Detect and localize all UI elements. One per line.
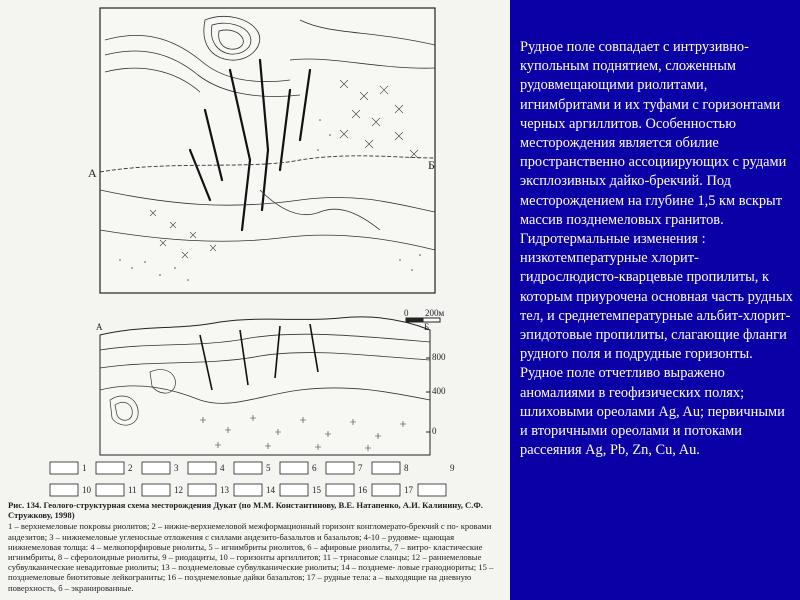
legend-boxes bbox=[50, 462, 446, 496]
scale-zero-label: 0 bbox=[404, 308, 409, 318]
legend-number-6: 6 bbox=[312, 463, 317, 473]
legend-number-11: 11 bbox=[128, 485, 137, 495]
scale-bar bbox=[406, 318, 440, 322]
legend-number-7: 7 bbox=[358, 463, 363, 473]
legend-number-3: 3 bbox=[174, 463, 179, 473]
cross-section-start-label: А bbox=[96, 322, 103, 332]
scale-length-label: 200м bbox=[425, 308, 445, 318]
legend-number-14: 14 bbox=[266, 485, 275, 495]
legend-number-15: 15 bbox=[312, 485, 321, 495]
figure-caption bbox=[8, 500, 508, 593]
legend-number-5: 5 bbox=[266, 463, 271, 473]
legend-number-12: 12 bbox=[174, 485, 183, 495]
description-panel bbox=[510, 0, 800, 600]
section-end-label: Б bbox=[428, 158, 435, 172]
legend-number-10: 10 bbox=[82, 485, 91, 495]
legend-number-13: 13 bbox=[220, 485, 229, 495]
legend-number-9: 9 bbox=[450, 463, 455, 473]
legend-number-17: 17 bbox=[404, 485, 413, 495]
legend-number-4: 4 bbox=[220, 463, 225, 473]
depth-label-400: 400 bbox=[432, 386, 446, 396]
legend-number-8: 8 bbox=[404, 463, 409, 473]
legend-number-2: 2 bbox=[128, 463, 133, 473]
legend-number-16: 16 bbox=[358, 485, 367, 495]
cross-section-end-label: Б bbox=[424, 322, 430, 332]
description-text: Рудное поле совпадает с интрузивно-купольным поднятием, сложенным рудовмещающими риолитами, игнимбритами и их туфами с горизонтами черных аргиллитов. Особенностью месторождения является обилие пространственно ассоциирующих с рудами эксплозивных дайко-брекчий. Под месторождением на глубине 1,5 км вскрыт массив позднемеловых гранитов. Гидротермальные изменения : низкотемпературные хлорит-гидрослюдисто-кварцевые пропилиты, к которым приурочена основная часть рудных тел, и среднетемпературные альбит-хлорит-эпидотовые пропилиты, слагающие фланги рудного поля и подрудные горизонты. Рудное поле отчетливо выражено аномалиями в геофизических полях; шлиховыми ореолами Ag, Au; первичными и вторичными ореолами и потоками рассеяния Ag, Pb, Zn, Cu, Au. bbox=[520, 39, 793, 459]
caption-title: Рис. 134. Геолого-структурная схема месторождения Дукат (по М.М. Константинову, В.Е. Натапенко, А.И. Калинину, С.Ф. Стружкову, 1998) bbox=[8, 500, 483, 521]
depth-label-0: 0 bbox=[432, 426, 437, 436]
section-start-label: А bbox=[88, 166, 97, 180]
caption-legend: 1 – верхнемеловые покровы риолитов; 2 – нижне-верхнемеловой межформационный горизонт конгломерато-брекчий с по- кровами андезитов; 3 – нижнемеловые угленосные отложения с силлами андезито-базальтов и базальтов; 4-10 – рудовме- щающая нижнемеловая толща: 4 – мелкопорфировые риолиты, 5 – игнимбриты риолитов, 6 – афировые риолиты, 7 – витро- кластические игнимбриты, 8 – сферолоидные риолиты, 9 – риодациты, 10 – горизонты аргиллитов; 11 – триасовые сланцы; 12 – раннемеловые субвулканические невадитовые риолиты; 13 – позднемеловые субвулканические риолиты; 14 – позднеме- ловые гранодиориты; 15 – позднемеловые биотитовые лейкограниты; 16 – позднемеловые дайки базальтов; 17 – рудные тела: а – выходящие на дневную поверхность, б – экранированные. bbox=[8, 521, 494, 593]
legend-number-1: 1 bbox=[82, 463, 87, 473]
depth-label-800: 800 bbox=[432, 352, 446, 362]
